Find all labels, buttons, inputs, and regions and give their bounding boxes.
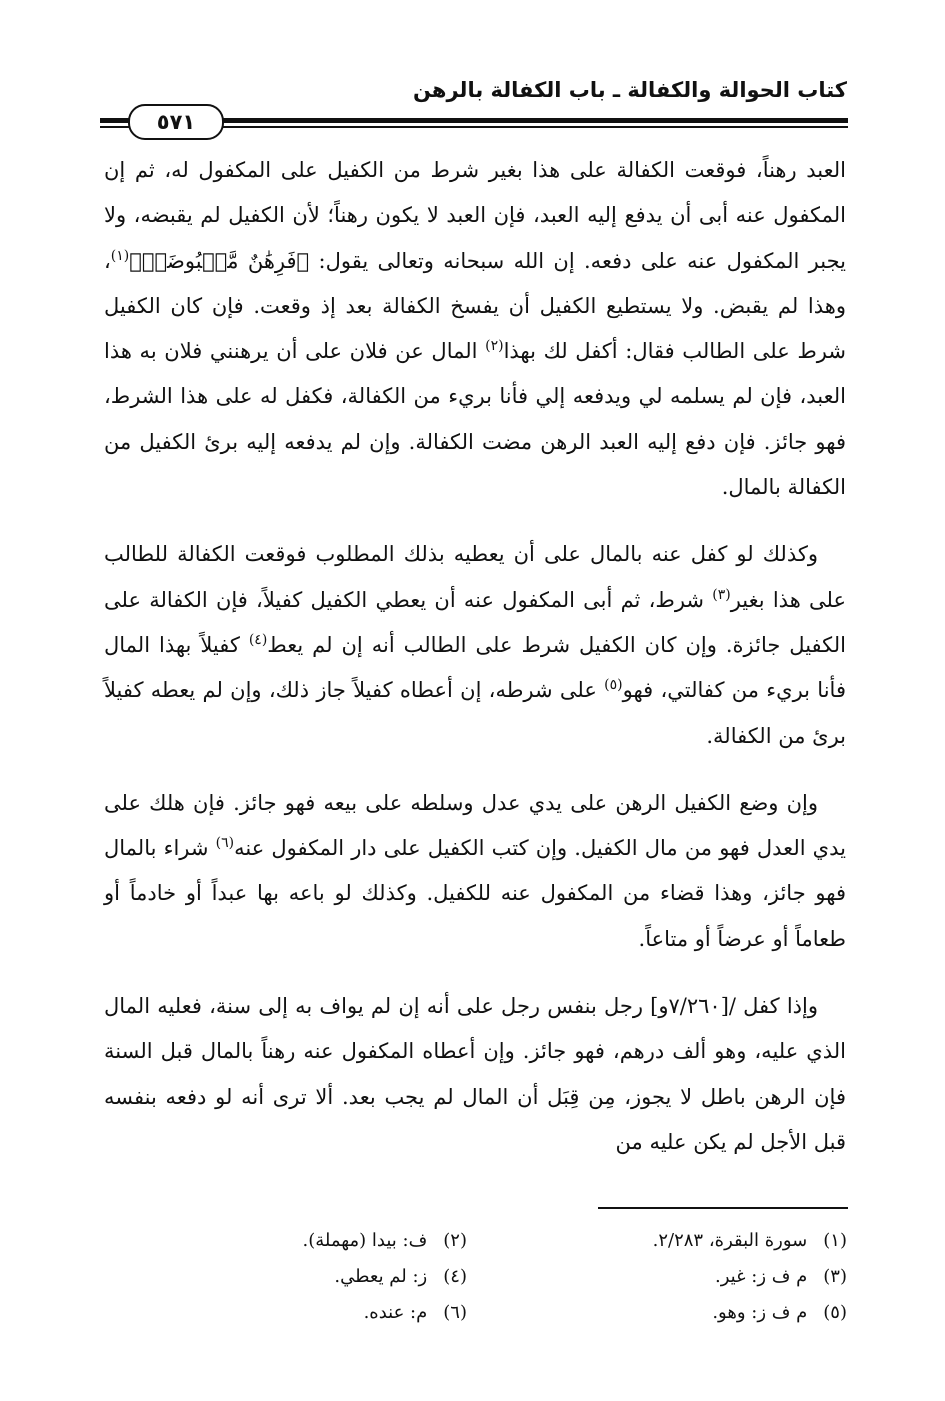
running-title: كتاب الحوالة والكفالة ـ باب الكفالة بالرهن [413,78,847,102]
footnotes [87,1222,847,1330]
footnote-row [87,1294,847,1330]
paragraph-4 [104,984,846,1165]
paragraph-2-text-d: على شرطه، إن أعطاه كفيلاً جاز ذلك، وإن لم يعطه كفيلاً برئ من الكفالة. [104,678,846,748]
paragraph-2-text-a: وكذلك لو كفل عنه بالمال على أن يعطيه بذلك المطلوب فوقعت الكفالة للطالب على هذا بغير [104,542,846,612]
paragraph-2-text-c: كفيلاً بهذا المال فأنا بريء من كفالتي، فهو [104,632,846,703]
footnote-number: (٢) [443,1229,467,1251]
footnote-text: سورة البقرة، ٢/٢٨٣. [652,1229,808,1251]
footnote-text: ز: لم يعطي. [334,1265,428,1287]
footnote-text: م ف ز: غير. [715,1265,808,1287]
footnote-text: م: عنده. [363,1301,428,1323]
footnote-ref-2: (٢) [485,338,504,355]
footnote-ref-6: (٦) [215,835,235,852]
paragraph-3-text-b: شراء بالمال فهو جائز، وهذا قضاء من المكفول عنه للكفيل. وكذلك لو باعه بها عبداً أو خادماً أو طعاماً أو عرضاً أو متاعاً. [104,836,846,951]
footnote-4 [87,1266,467,1287]
quran-verse: ﴿فَرِهَٰنٌ مَّقۡبُوضَةٞ﴾ [129,248,310,273]
footnote-number: (٤) [443,1265,467,1287]
paragraph-4-text-a: وإذا كفل /[٧/٢٦٠و] رجل بنفس رجل على أنه إن لم يواف به إلى سنة، فعليه المال الذي عليه، وهو ألف درهم، فهو جائز. وإن أعطاه المكفول عنه رهناً بالمال قبل السنة فإن الرهن باطل لا يجوز، مِن قِبَل أن المال لم يجب بعد. ألا ترى أنه لو دفعه بنفسه قبل الأجل لم يكن عليه من [104,994,846,1154]
footnote-5 [467,1302,847,1323]
footnote-separator [598,1207,848,1209]
paragraph-2-text-b: شرط، ثم أبى المكفول عنه أن يعطي الكفيل كفيلاً، فإن الكفالة على الكفيل جائزة. وإن كان الكفيل شرط على الطالب أنه إن لم يعط [104,587,846,657]
footnote-2 [87,1230,467,1251]
footnote-6 [87,1302,467,1323]
paragraph-1-text-c: المال عن فلان على أن يرهنني فلان به هذا العبد، فإن لم يسلمه لي ويدفعه إلي فأنا بريء من الكفالة، فكفل له على هذا الشرط، فهو جائز. فإن دفع إليه العبد الرهن مضت الكفالة. وإن لم يدفعه إليه برئ الكفيل من الكفالة بالمال. [104,339,846,500]
footnote-text: م ف ز: وهو. [712,1301,808,1323]
footnote-row [87,1258,847,1294]
paragraph-3-text-a: وإن وضع الكفيل الرهن على يدي عدل وسلطه على بيعه فهو جائز. فإن هلك على يدي العدل فهو من مال الكفيل. وإن كتب الكفيل على دار المكفول عنه [104,790,846,861]
footnote-row [87,1222,847,1258]
footnote-ref-1: (١) [110,247,130,264]
footnote-ref-3: (٣) [712,586,731,603]
footnote-ref-5: (٥) [604,677,623,694]
main-text [104,148,846,1165]
footnote-number: (٦) [443,1301,467,1323]
footnote-text: ف: بيدا (مهملة). [302,1229,428,1251]
footnote-ref-4: (٤) [248,631,268,648]
page-number: ٥٧١ [128,104,224,140]
footnote-number: (٣) [823,1265,847,1287]
paragraph-3 [104,781,846,962]
footnote-number: (٥) [823,1301,847,1323]
paragraph-1-text-a: العبد رهناً، فوقعت الكفالة على هذا بغير شرط من الكفيل على المكفول له، ثم إن المكفول عنه أبى أن يدفع إليه العبد، فإن العبد لا يكون رهناً؛ لأن الكفيل لم يقبضه، ولا يجبر المكفول عنه على دفعه. إن الله سبحانه وتعالى يقول: [104,158,846,273]
paragraph-1-text-b: ، وهذا لم يقبض. ولا يستطيع الكفيل أن يفسخ الكفالة بعد إذ وقعت. فإن كان الكفيل شرط على الطالب فقال: أكفل لك بهذا [104,248,846,364]
footnote-3 [467,1266,847,1287]
paragraph-1 [104,148,846,510]
footnote-1 [467,1230,847,1251]
footnote-number: (١) [823,1229,847,1251]
paragraph-2 [104,532,846,758]
